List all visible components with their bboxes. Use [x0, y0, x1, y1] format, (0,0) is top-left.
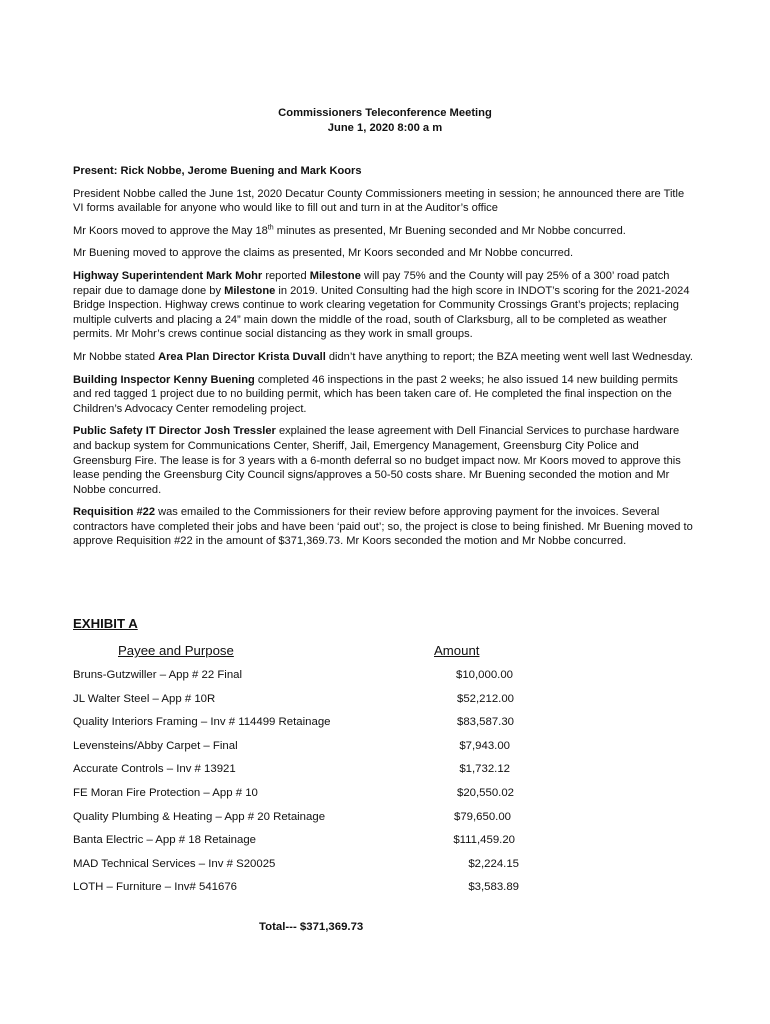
table-row-payee: Accurate Controls – Inv # 13921	[73, 763, 236, 776]
table-row-payee: JL Walter Steel – App # 10R	[73, 692, 216, 705]
table-row-payee: MAD Technical Services – Inv # S20025	[73, 857, 276, 870]
table-row-amount: $79,650.00	[453, 810, 511, 823]
table-row-payee: Levensteins/Abby Carpet – Final	[73, 739, 238, 752]
paragraph-highway-report: Highway Superintendent Mark Mohr reported Milestone will pay 75% and the County will pay 25% of a 300’ road patch repair due to damage done by Milestone in 2019. United Consulting had the high score in INDOT’s scoring for the 2021-2024 Bridge Inspection. Highway crews continue to work clearing vegetation for Community Crossings Grant’s projects; replacing multiple culverts and placing a 24” main down the middle of the road, south of Clarksburg, all to be completed as weather permits. Mr Mohr’s crews continue social distancing as they work in small groups.	[73, 269, 690, 341]
payee-column-header: Payee and Purpose	[118, 643, 234, 658]
table-row-payee: Bruns-Gutzwiller – App # 22 Final	[73, 669, 243, 681]
minutes-body	[73, 164, 697, 557]
total-amount: Total--- $371,369.73	[259, 921, 364, 933]
meeting-date: June 1, 2020 8:00 a m	[327, 122, 443, 134]
paragraph-building-inspector: Building Inspector Kenny Buening completed 46 inspections in the past 2 weeks; he also issued 14 new building permits and red tagged 1 project due to no building permit, which has been taken care of. He completed the final inspection on the Children’s Advocacy Center remodeling project.	[73, 373, 678, 415]
table-row-amount: $52,212.00	[456, 692, 514, 705]
exhibit-title: EXHIBIT A	[73, 616, 138, 631]
table-row-amount: $83,587.30	[456, 716, 514, 729]
table-row-payee: Quality Plumbing & Heating – App # 20 Retainage	[73, 810, 326, 823]
table-row-payee: LOTH – Furniture – Inv# 541676	[73, 881, 237, 894]
paragraph-it-director: Public Safety IT Director Josh Tressler explained the lease agreement with Dell Financial Services to purchase hardware and backup system for Communications Center, Sheriff, Jail, Emergency Management, Greensburg City Police and Greensburg Fire. The lease is for 3 years with a 6-month deferral so no budget impact now. Mr Koors moved to approve this lease pending the Greensburg City Council signs/approves a 50-50 costs share. Mr Buening seconded the motion and Mr Nobbe concurred.	[73, 425, 681, 496]
present-line: Present: Rick Nobbe, Jerome Buening and Mark Koors	[73, 165, 362, 177]
meeting-header	[0, 106, 770, 136]
meeting-title: Commissioners Teleconference Meeting	[278, 107, 492, 119]
table-row-amount: $3,583.89	[468, 881, 519, 894]
paragraph-call-to-order: President Nobbe called the June 1st, 2020 Decatur County Commissioners meeting in session; he announced there are Title VI forms available for anyone who would like to fill out and turn in at the Auditor’s office	[73, 187, 685, 215]
paragraph-claims-approval: Mr Buening moved to approve the claims as presented, Mr Koors seconded and Mr Nobbe concurred.	[73, 247, 574, 260]
table-row-amount: $1,732.12	[459, 763, 510, 776]
paragraph-area-plan: Mr Nobbe stated Area Plan Director Krista Duvall didn’t have anything to report; the BZA meeting went well last Wednesday.	[73, 350, 693, 363]
amount-column-header: Amount	[434, 643, 480, 658]
table-row-amount: $111,459.20	[453, 834, 515, 847]
table-row-payee: Quality Interiors Framing – Inv # 114499 Retainage	[73, 716, 331, 729]
table-row-amount: $10,000.00	[455, 669, 513, 681]
paragraph-minutes-approval: Mr Koors moved to approve the May 18th minutes as presented, Mr Buening seconded and Mr Nobbe concurred.	[73, 224, 626, 237]
table-row-amount: $20,550.02	[456, 787, 514, 799]
table-row-amount: $7,943.00	[459, 739, 510, 752]
table-row-payee: FE Moran Fire Protection – App # 10	[73, 787, 258, 799]
table-row-amount: $2,224.15	[468, 857, 519, 870]
table-row-payee: Banta Electric – App # 18 Retainage	[73, 834, 257, 847]
paragraph-requisition: Requisition #22 was emailed to the Commissioners for their review before approving payment for the invoices. Several contractors have completed their jobs and have been ‘paid out’; so, the project is close to being finished. Mr Buening moved to approve Requisition #22 in the amount of $371,369.73. Mr Koors seconded the motion and Mr Nobbe concurred.	[73, 506, 693, 548]
